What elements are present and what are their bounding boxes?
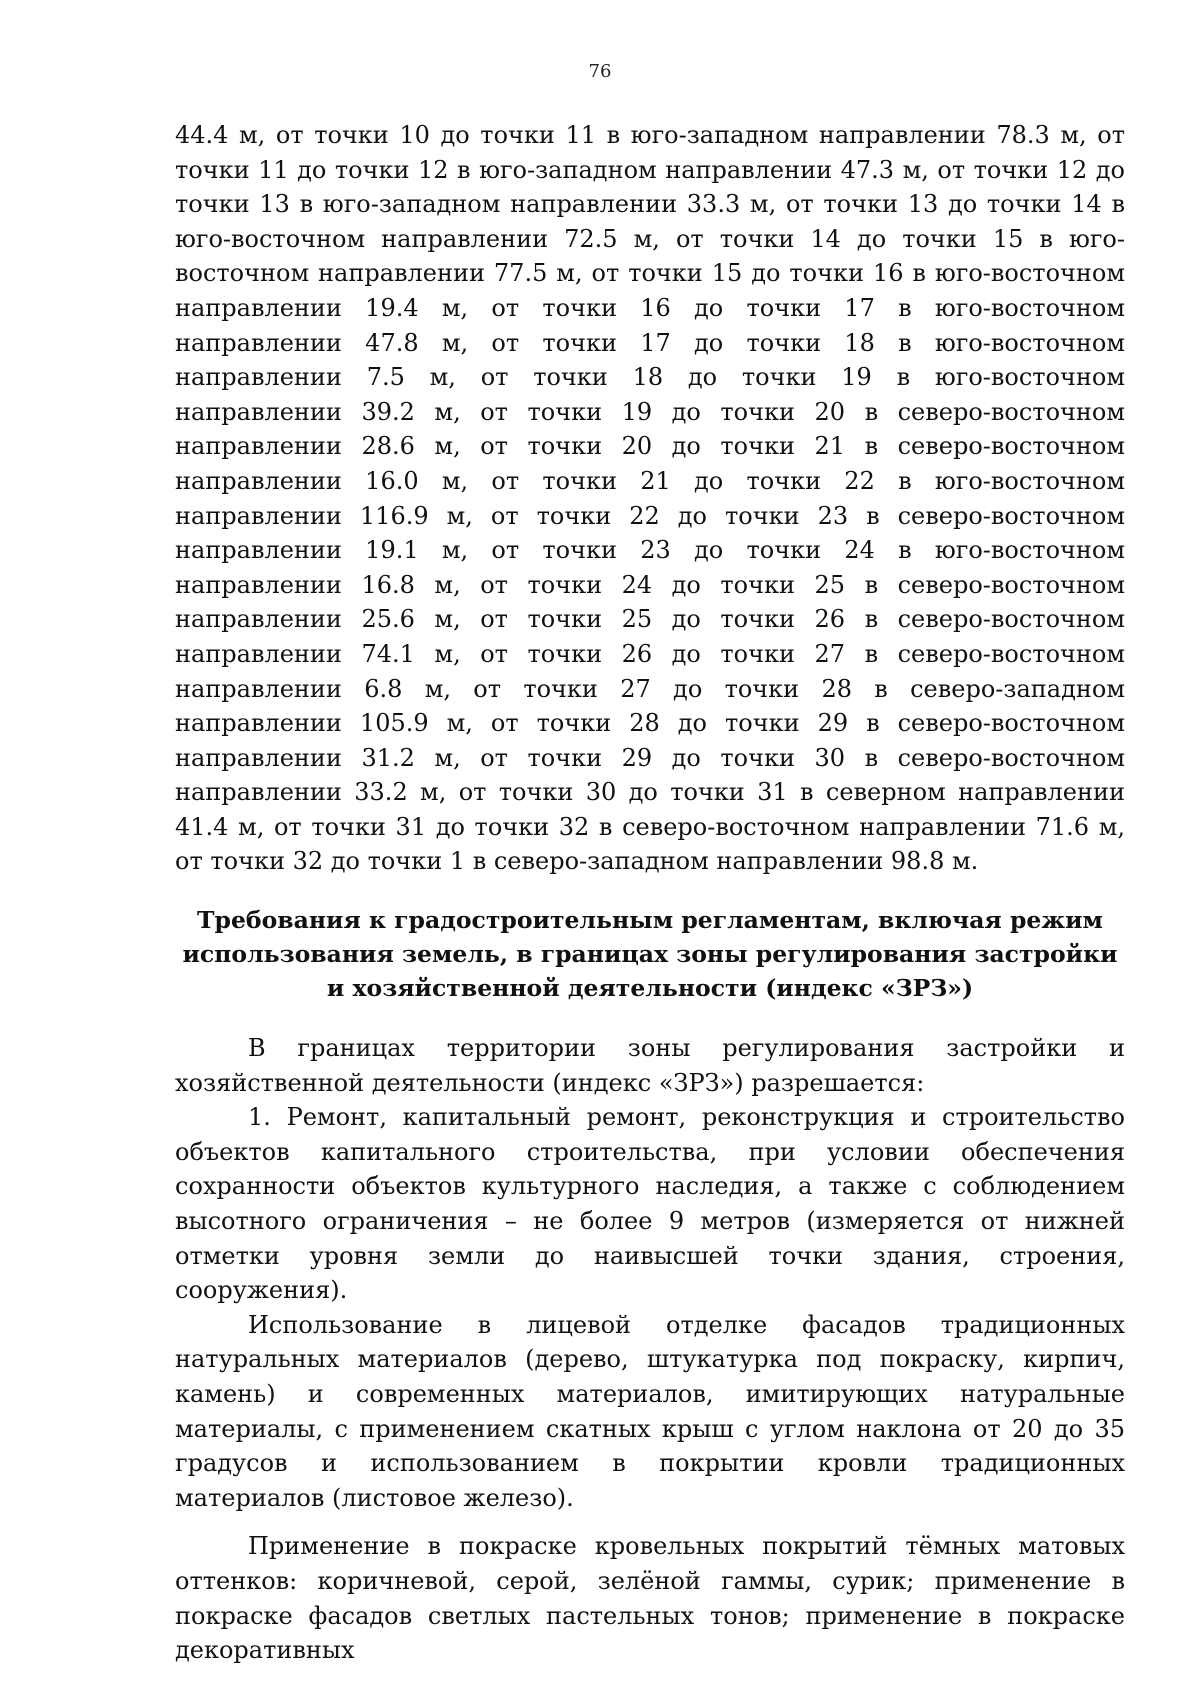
section-heading-line-1: Требования к градостроительным регламентам, включая режим	[197, 906, 1103, 935]
section-heading	[175, 903, 1125, 1005]
section-heading-line-2: использования земель, в границах зоны регулирования застройки	[182, 940, 1118, 969]
materials-paragraph: Использование в лицевой отделке фасадов традиционных натуральных материалов (дерево, штукатурка под покраску, кирпич, камень) и современных материалов, имитирующих натуральные материалы, с применением скатных крыш с углом наклона от 20 до 35 градусов и использованием в покрытии кровли традиционных материалов (листовое железо).	[175, 1310, 1125, 1512]
colors-paragraph: Применение в покраске кровельных покрытий тёмных матовых оттенков: коричневой, серой, зелёной гаммы, сурик; применение в покраске фасадов светлых пастельных тонов; применение в покраске декоративных	[175, 1532, 1125, 1665]
section-heading-line-3: и хозяйственной деятельности (индекс «ЗРЗ»)	[326, 974, 974, 1003]
page-number: 76	[588, 61, 612, 82]
intro-paragraph: В границах территории зоны регулирования застройки и хозяйственной деятельности (индекс «ЗРЗ») разрешается:	[175, 1034, 1125, 1097]
boundary-description-paragraph: 44.4 м, от точки 10 до точки 11 в юго-западном направлении 78.3 м, от точки 11 до точки 12 в юго-западном направлении 47.3 м, от точки 12 до точки 13 в юго-западном направлении 33.3 м, от точки 13 до точки 14 в юго-восточном направлении 72.5 м, от точки 14 до точки 15 в юго-восточном направлении 77.5 м, от точки 15 до точки 16 в юго-восточном направлении 19.4 м, от точки 16 до точки 17 в юго-восточном направлении 47.8 м, от точки 17 до точки 18 в юго-восточном направлении 7.5 м, от точки 18 до точки 19 в юго-восточном направлении 39.2 м, от точки 19 до точки 20 в северо-восточном направлении 28.6 м, от точки 20 до точки 21 в северо-восточном направлении 16.0 м, от точки 21 до точки 22 в юго-восточном направлении 116.9 м, от точки 22 до точки 23 в северо-восточном направлении 19.1 м, от точки 23 до точки 24 в юго-восточном направлении 16.8 м, от точки 24 до точки 25 в северо-восточном направлении 25.6 м, от точки 25 до точки 26 в северо-восточном направлении 74.1 м, от точки 26 до точки 27 в северо-восточном направлении 6.8 м, от точки 27 до точки 28 в северо-западном направлении 105.9 м, от точки 28 до точки 29 в северо-восточном направлении 31.2 м, от точки 29 до точки 30 в северо-восточном направлении 33.2 м, от точки 30 до точки 31 в северном направлении 41.4 м, от точки 31 до точки 32 в северо-восточном направлении 71.6 м, от точки 32 до точки 1 в северо-западном направлении 98.8 м.	[175, 121, 1125, 876]
document-body	[175, 118, 1125, 1668]
item-1-paragraph: 1. Ремонт, капитальный ремонт, реконструкция и строительство объектов капитального строительства, при условии обеспечения сохранности объектов культурного наследия, а также с соблюдением высотного ограничения – не более 9 метров (измеряется от нижней отметки уровня земли до наивысшей точки здания, строения, сооружения).	[175, 1103, 1125, 1305]
